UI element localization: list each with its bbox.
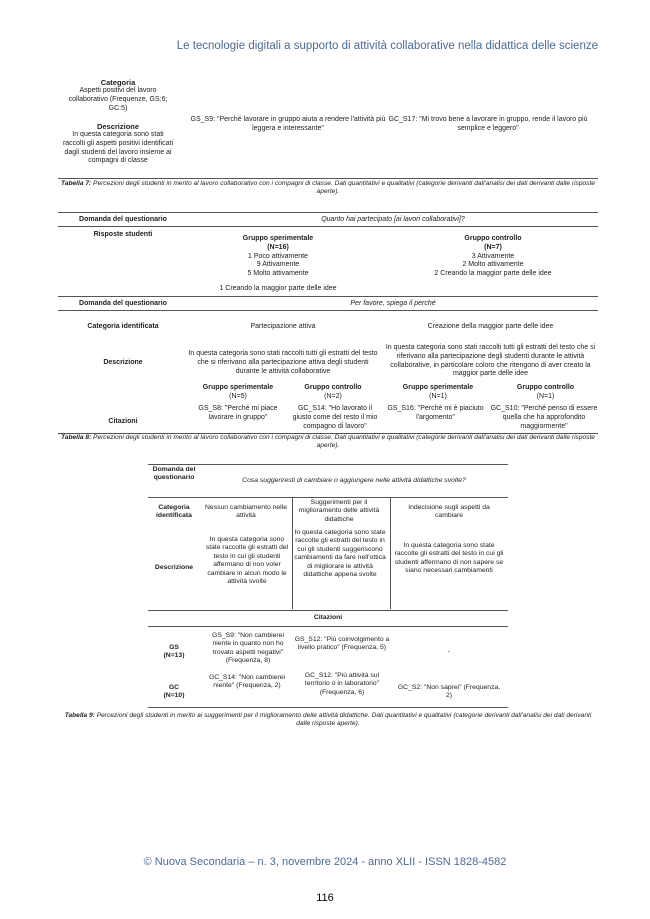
footer: © Nuova Secondaria – n. 3, novembre 2024 - anno XLII - ISSN 1828-4582 bbox=[143, 856, 507, 868]
citation-2: GC_S14: "Ho lavorato il giusto come del resto il mio compagno di lavoro" bbox=[292, 405, 378, 430]
category-text: Aspetti positivi del lavoro collaborativo (Frequenze, GS:6; GC:5) bbox=[68, 87, 168, 112]
description-1: In questa categoria sono stati raccolti tutti gli estratti del testo che si riferivano alla partecipazione attiva degli studenti durante le attività collaborative bbox=[188, 350, 378, 375]
description-text: In questa categoria sono stati raccolti gli aspetti positivi identificati dagli studenti del lavoro insieme ai compagni di classe bbox=[62, 131, 174, 165]
table-rule bbox=[148, 707, 508, 708]
caption-text: Percezioni degli studenti in merito al lavoro collaborativo con i compagni di classe. Dati quantitativi e qualitativi (categorie derivanti dall'analisi dei dati derivanti dalle risposte aperte). bbox=[93, 180, 595, 196]
category-label: Categoria identificata bbox=[156, 504, 192, 520]
table-rule bbox=[148, 464, 508, 465]
table-9 bbox=[148, 464, 508, 708]
category-3: Indecisione sugli aspetti da cambiare bbox=[408, 504, 490, 520]
table-7-bottom-rule bbox=[58, 178, 598, 179]
group-n: (N=5) bbox=[229, 392, 247, 400]
caption-label: Tabella 8: bbox=[61, 434, 92, 441]
group-title: Gruppo controllo bbox=[516, 384, 575, 391]
question-label: Domanda del questionario bbox=[79, 216, 167, 223]
citation-1: GS_S8: "Perché mi piace lavorare in gruppo" bbox=[198, 405, 278, 421]
table-7-caption bbox=[58, 180, 598, 196]
gc-heading: Gruppo controllo bbox=[464, 235, 522, 242]
gs-n: (N=13) bbox=[163, 652, 185, 660]
description-heading: Descrizione bbox=[96, 121, 140, 131]
question-label: Domanda del questionario bbox=[152, 466, 196, 482]
table-7-quote-2: GC_S17: "Mi trovo bene a lavorare in gruppo, rende il lavoro più semplice e leggero" bbox=[388, 116, 588, 132]
citations-label: Citazioni bbox=[108, 418, 138, 425]
gc-citation-2: GC_S12: "Più attività sul territorio o in laboratorio" (Frequenza, 6) bbox=[304, 672, 380, 696]
group-head bbox=[493, 384, 598, 402]
group-title: Gruppo sperimentale bbox=[202, 384, 274, 391]
gc-citation-3: GC_S2: "Non saprei" (Frequenza, 2) bbox=[397, 684, 501, 700]
description-label: Descrizione bbox=[154, 564, 194, 571]
gs-heading: Gruppo sperimentale bbox=[242, 235, 314, 242]
table-rule bbox=[58, 226, 598, 227]
table-7-quote-1: GS_S9: "Perché lavorare in gruppo aiuta a rendere l'attività più leggera e interessante" bbox=[190, 116, 386, 132]
table-8-caption bbox=[58, 434, 598, 450]
category-label: Categoria identificata bbox=[87, 323, 159, 330]
gc-group: GC bbox=[168, 684, 180, 691]
table-rule bbox=[58, 296, 598, 297]
gs-response: 5 Molto attivamente bbox=[247, 270, 309, 277]
description-3: In questa categoria sono state raccolte gli estratti del testo in cui gli studenti affermano di non sapere se siano necessari cambiamenti bbox=[394, 542, 504, 575]
gc-n: (N=10) bbox=[163, 692, 185, 700]
table-7-left-column bbox=[58, 78, 178, 166]
group-head bbox=[188, 384, 288, 402]
running-head: Le tecnologie digitali a supporto di attività collaborative nella didattica delle scienze bbox=[176, 40, 598, 52]
caption-text: Percezioni degli studenti in merito ai suggerimenti per il miglioramento delle attività didattiche. Dati quantitativi e qualitativi (categorie derivanti dall'analisi dei dati derivanti dalle risposte aperte). bbox=[96, 712, 592, 728]
gs-responses bbox=[188, 235, 368, 279]
gs-group: GS bbox=[169, 644, 179, 651]
table-rule bbox=[58, 310, 598, 311]
group-title: Gruppo controllo bbox=[304, 384, 362, 391]
gs-response: 9 Attivamente bbox=[256, 261, 300, 269]
gc-response: 2 Molto attivamente bbox=[462, 261, 524, 269]
group-head bbox=[288, 384, 378, 402]
description-1: In questa categoria sono state raccolte gli estratti del testo in cui gli studenti affermano di non voler cambiare in alcun modo le attività svolte bbox=[205, 536, 289, 586]
gs-response: 1 Creando la maggior parte delle idee bbox=[219, 285, 337, 292]
gc-response: 3 Attivamente bbox=[471, 252, 515, 260]
caption-label: Tabella 7: bbox=[61, 180, 92, 187]
responses-label: Risposte studenti bbox=[93, 231, 153, 238]
description-2: In questa categoria sono state raccolte gli estratti del testo in cui gli studenti suggeriscono cambiamenti da fare nell'ottica di migliorare le attività didattiche appena svolte bbox=[294, 529, 386, 579]
table-rule bbox=[58, 212, 598, 213]
category-1: Partecipazione attiva bbox=[250, 323, 316, 330]
gc-citation-1: GC_S14: "Non cambierei niente" (Frequenza, 2) bbox=[208, 674, 286, 690]
description-2: In questa categoria sono stati raccolti tutti gli estratti del testo che si riferivano alla partecipazione degli studenti durante le attività collaborative, in particolare coloro che ritengono di aver creato la maggior parte delle idee bbox=[385, 344, 596, 378]
gs-label bbox=[148, 644, 200, 661]
question-text: Per favore, spiega il perché bbox=[350, 300, 436, 307]
category-2: Creazione della maggior parte delle idee bbox=[427, 323, 554, 330]
citation-3: GS_S16: "Perché mi è piaciuto l'argomento" bbox=[387, 405, 484, 421]
category-1: Nessun cambiamento nelle attività bbox=[205, 504, 287, 520]
question-text: Cosa suggeriresti di cambiare o aggiungere nelle attività didattiche svolte? bbox=[242, 477, 466, 484]
table-9-caption bbox=[58, 712, 598, 728]
group-n: (N=2) bbox=[324, 392, 342, 400]
gs-response: 1 Poco attivamente bbox=[248, 252, 308, 260]
caption-label: Tabella 9: bbox=[64, 712, 95, 719]
gc-responses bbox=[388, 235, 598, 279]
gc-response: 2 Creando la maggior parte delle idee bbox=[434, 270, 552, 277]
gs-n: (N=16) bbox=[267, 243, 289, 251]
table-rule bbox=[148, 626, 508, 627]
gs-citation-1: GS_S9: "Non cambierei niente in quanto non ho trovato aspetti negativi" (Frequenza, 8) bbox=[212, 632, 284, 665]
description-label: Descrizione bbox=[103, 359, 143, 366]
gc-label bbox=[148, 684, 200, 701]
page-number: 116 bbox=[316, 892, 334, 904]
group-n: (N=1) bbox=[536, 392, 555, 400]
citation-4: GC_S10: "Perché penso di essere quella che ha approfondito maggiormente" bbox=[490, 405, 598, 430]
column-divider bbox=[390, 497, 391, 609]
question-label: Domanda del questionario bbox=[79, 300, 167, 307]
table-rule bbox=[148, 610, 508, 611]
category-2: Suggerimenti per il miglioramento delle attività didattiche bbox=[298, 499, 380, 523]
group-title: Gruppo sperimentale bbox=[402, 384, 474, 391]
citations-label: Citazioni bbox=[313, 614, 343, 621]
gs-citation-3: - bbox=[447, 648, 451, 655]
group-head bbox=[383, 384, 493, 402]
caption-text: Percezioni degli studenti in merito al lavoro collaborativo con i compagni di classe. Dati quantitativi e qualitativi (categorie derivanti dall'analisi dei dati derivanti dalle risposte aperte). bbox=[93, 434, 595, 450]
group-n: (N=1) bbox=[429, 392, 447, 400]
category-heading: Categoria bbox=[100, 78, 136, 87]
gs-citation-2: GS_S12: "Più coinvolgimento a livello pratico" (Frequenza, 5) bbox=[294, 636, 390, 652]
table-8 bbox=[58, 212, 598, 434]
question-text: Quanto hai partecipato [ai lavori collaborativi]? bbox=[321, 216, 465, 223]
column-divider bbox=[292, 497, 293, 609]
gc-n: (N=7) bbox=[484, 243, 502, 251]
table-rule bbox=[148, 497, 508, 498]
